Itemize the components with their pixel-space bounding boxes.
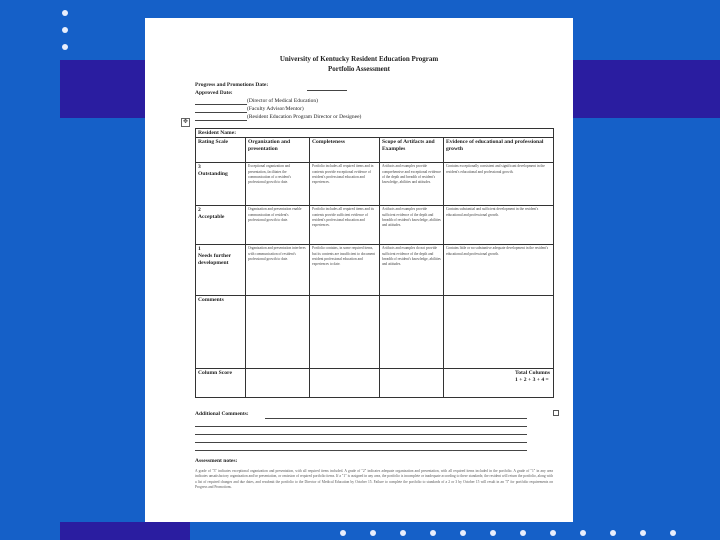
- signature-line: [195, 112, 247, 113]
- table-move-handle-icon[interactable]: ✥: [182, 119, 189, 125]
- signature-advisor: (Faculty Advisor/Mentor): [247, 106, 304, 112]
- slide-bullet-dot: [62, 27, 68, 33]
- rating-cell: [196, 206, 246, 245]
- table-cell: Organization and presentation interferes with communication of resident's professional growth to date.: [246, 245, 310, 296]
- signature-program-director: (Resident Education Program Director or Designee): [247, 114, 362, 120]
- comments-cell[interactable]: [380, 296, 444, 369]
- total-cell[interactable]: [444, 369, 554, 398]
- rating-label: Acceptable: [198, 214, 225, 221]
- comments-cell[interactable]: [310, 296, 380, 369]
- document-title: University of Kentucky Resident Education Program: [279, 55, 439, 63]
- comment-line: [265, 418, 527, 419]
- table-row: [196, 206, 554, 245]
- table-cell: Artifacts and examples provide comprehensive and exceptional evidence of the depth and breadth of resident's knowledge, abilities and attitudes.: [380, 163, 444, 206]
- rating-label: Outstanding: [198, 171, 228, 178]
- table-cell: Portfolio includes all required items and in contents provide exceptional evidence of resident's professional education and experiences.: [310, 163, 380, 206]
- total-label: Total Columns 1 + 2 + 3 + 4 =: [515, 370, 551, 383]
- score-cell[interactable]: [380, 369, 444, 398]
- slide-bullet-dot: [640, 530, 646, 536]
- comments-label: Comments: [196, 296, 246, 369]
- rating-label: Needs further development: [198, 253, 231, 267]
- slide-bullet-dot: [550, 530, 556, 536]
- rating-cell: [196, 163, 246, 206]
- resident-name-row: [196, 129, 554, 138]
- slide-bullet-dot: [340, 530, 346, 536]
- slide-bullet-dot: [400, 530, 406, 536]
- progress-date-line: [307, 90, 347, 91]
- column-score-row: [196, 369, 554, 398]
- table-cell: Portfolio includes all required items and its contents provide sufficient evidence of resident's professional education and experiences.: [310, 206, 380, 245]
- rating-score: 3: [198, 164, 201, 171]
- rubric-table: [195, 128, 554, 398]
- assessment-notes-label: Assessment notes:: [195, 458, 238, 464]
- signature-director: (Director of Medical Education): [247, 98, 319, 104]
- rating-score: 1: [198, 246, 201, 253]
- table-cell: Organization and presentation enable communication of resident's professional growth to date.: [246, 206, 310, 245]
- additional-comments-label: Additional Comments:: [195, 411, 249, 417]
- comment-line: [195, 450, 527, 451]
- table-row: [196, 163, 554, 206]
- table-cell: Contains little or no substantive adequate development in the resident's educational and professional growth.: [444, 245, 554, 296]
- slide-bullet-dot: [490, 530, 496, 536]
- column-header: Evidence of educational and professional growth: [444, 138, 554, 163]
- rating-cell: [196, 245, 246, 296]
- comment-line: [195, 426, 527, 427]
- signature-line: [195, 104, 247, 105]
- slide-bullet-dot: [370, 530, 376, 536]
- table-row: [196, 245, 554, 296]
- comments-cell[interactable]: [444, 296, 554, 369]
- slide-bullet-dot: [610, 530, 616, 536]
- column-header: Rating Scale: [196, 138, 246, 163]
- table-cell: Artifacts and examples provide sufficient evidence of the depth and breadth of resident's knowledge, abilities and attitudes.: [380, 206, 444, 245]
- resident-name-label: Resident Name:: [196, 129, 554, 138]
- comments-row: [196, 296, 554, 369]
- table-header-row: [196, 138, 554, 163]
- signature-line: [195, 120, 247, 121]
- assessment-notes-text: A grade of "3" indicates exceptional organization and presentation, with all required items included. A grade of "2" indicates adequate organization and presentation, with all required items included in the portfolio. A grade of "1" in any area indicates unsatisfactory organization and/or presentation, or omission of required portfolio items. If a "1" is assigned in any area, the portfolio is incomplete or inadequate according to these standards; the resident will return the portfolio, along with a list of required changes and due dates, and resubmit the portfolio to the Director of Medical Education by October 15. Failure to complete the portfolio to standards of a 2 or 3 by October 15 will result in an "I" for portfolio requirements on Progress and Promotions.: [195, 469, 553, 490]
- rating-score: 2: [198, 207, 201, 214]
- approved-date-label: Approved Date:: [195, 90, 233, 96]
- score-cell[interactable]: [246, 369, 310, 398]
- slide-bullet-dot: [62, 44, 68, 50]
- slide-bullet-dot: [430, 530, 436, 536]
- table-cell: Artifacts and examples do not provide sufficient evidence of the depth and breadth of resident's knowledge, abilities and attitudes.: [380, 245, 444, 296]
- table-cell: Contains substantial and sufficient development in the resident's educational and professional growth.: [444, 206, 554, 245]
- column-score-label: Column Score: [196, 369, 246, 398]
- comment-line: [195, 442, 527, 443]
- score-cell[interactable]: [310, 369, 380, 398]
- slide-bullet-dot: [520, 530, 526, 536]
- comments-cell[interactable]: [246, 296, 310, 369]
- document-page: [145, 18, 573, 522]
- column-header: Organization and presentation: [246, 138, 310, 163]
- slide-bottom-band: [60, 522, 190, 540]
- column-header: Scope of Artifacts and Examples: [380, 138, 444, 163]
- slide-bullet-dot: [460, 530, 466, 536]
- slide-bullet-dot: [670, 530, 676, 536]
- column-header: Completeness: [310, 138, 380, 163]
- progress-date-label: Progress and Promotions Date:: [195, 82, 269, 88]
- table-cell: Contains exceptionally consistent and significant development in the resident's educational and professional growth.: [444, 163, 554, 206]
- table-cell: Exceptional organization and presentation, facilitates the communication of a resident's professional growth to date.: [246, 163, 310, 206]
- table-resize-handle[interactable]: [553, 410, 559, 416]
- slide-bullet-dot: [62, 10, 68, 16]
- document-subtitle: Portfolio Assessment: [327, 65, 391, 73]
- slide-bullet-dot: [580, 530, 586, 536]
- table-cell: Portfolio contains, in some required items, but its contents are insufficient to document resident professional education and experiences to date.: [310, 245, 380, 296]
- comment-line: [195, 434, 527, 435]
